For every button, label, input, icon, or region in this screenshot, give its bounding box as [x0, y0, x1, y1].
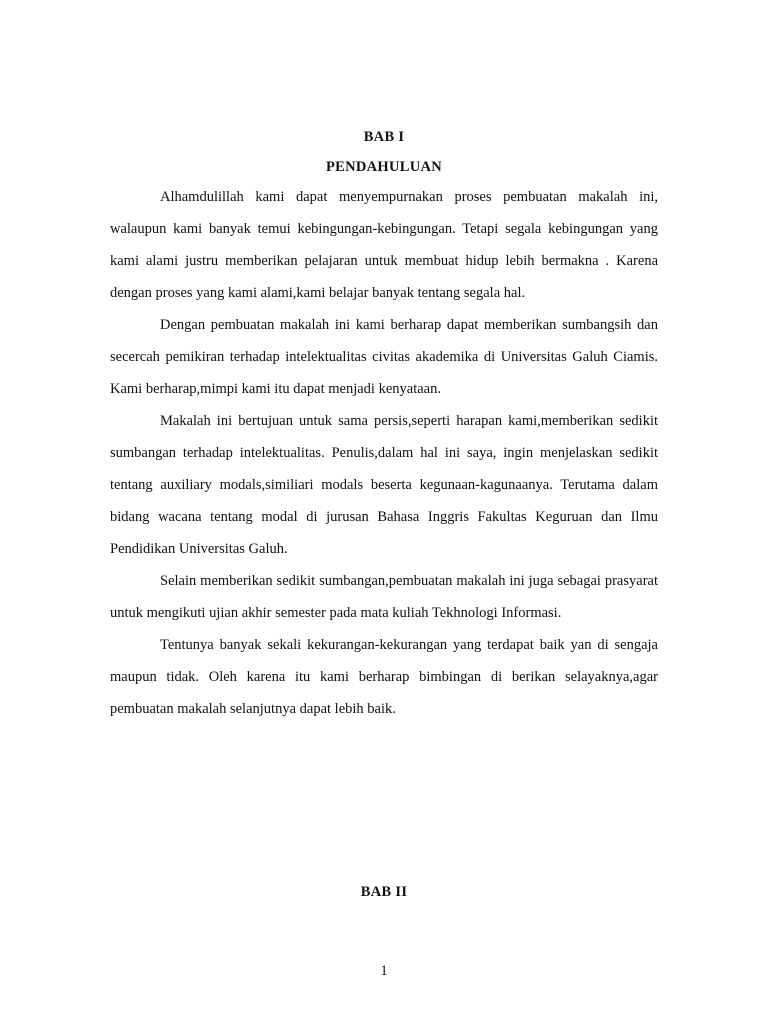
chapter-heading: BAB I	[363, 129, 405, 145]
page-number: 1	[380, 963, 388, 979]
paragraph-3: Makalah ini bertujuan untuk sama persis,seperti harapan kami,memberikan sedikit sumbangan terhadap intelektualitas. Penulis,dalam hal ini saya, ingin menjelaskan sedikit tentang auxiliary modals,similiari modals beserta kegunaan-kagunaanya. Terutama dalam bidang wacana tentang modal di jurusan Bahasa Inggris Fakultas Keguruan dan Ilmu Pendidikan Universitas Galuh.	[110, 413, 658, 557]
paragraph-5: Tentunya banyak sekali kekurangan-kekurangan yang terdapat baik yan di sengaja maupun tidak. Oleh karena itu kami berharap bimbingan di berikan selayaknya,agar pembuatan makalah selanjutnya dapat lebih baik.	[110, 637, 658, 717]
next-chapter-heading: BAB II	[360, 884, 408, 900]
paragraph-4: Selain memberikan sedikit sumbangan,pembuatan makalah ini juga sebagai prasyarat untuk mengikuti ujian akhir semester pada mata kuliah Tekhnologi Informasi.	[110, 573, 658, 621]
body-text	[110, 181, 658, 725]
chapter-title: PENDAHULUAN	[325, 159, 443, 175]
paragraph-1: Alhamdulillah kami dapat menyempurnakan proses pembuatan makalah ini, walaupun kami banyak temui kebingungan-kebingungan. Tetapi segala kebingungan yang kami alami justru memberikan pelajaran untuk membuat hidup lebih bermakna . Karena dengan proses yang kami alami,kami belajar banyak tentang segala hal.	[110, 189, 658, 301]
paragraph-2: Dengan pembuatan makalah ini kami berharap dapat memberikan sumbangsih dan secercah pemikiran terhadap intelektualitas civitas akademika di Universitas Galuh Ciamis. Kami berharap,mimpi kami itu dapat menjadi kenyataan.	[110, 317, 658, 397]
